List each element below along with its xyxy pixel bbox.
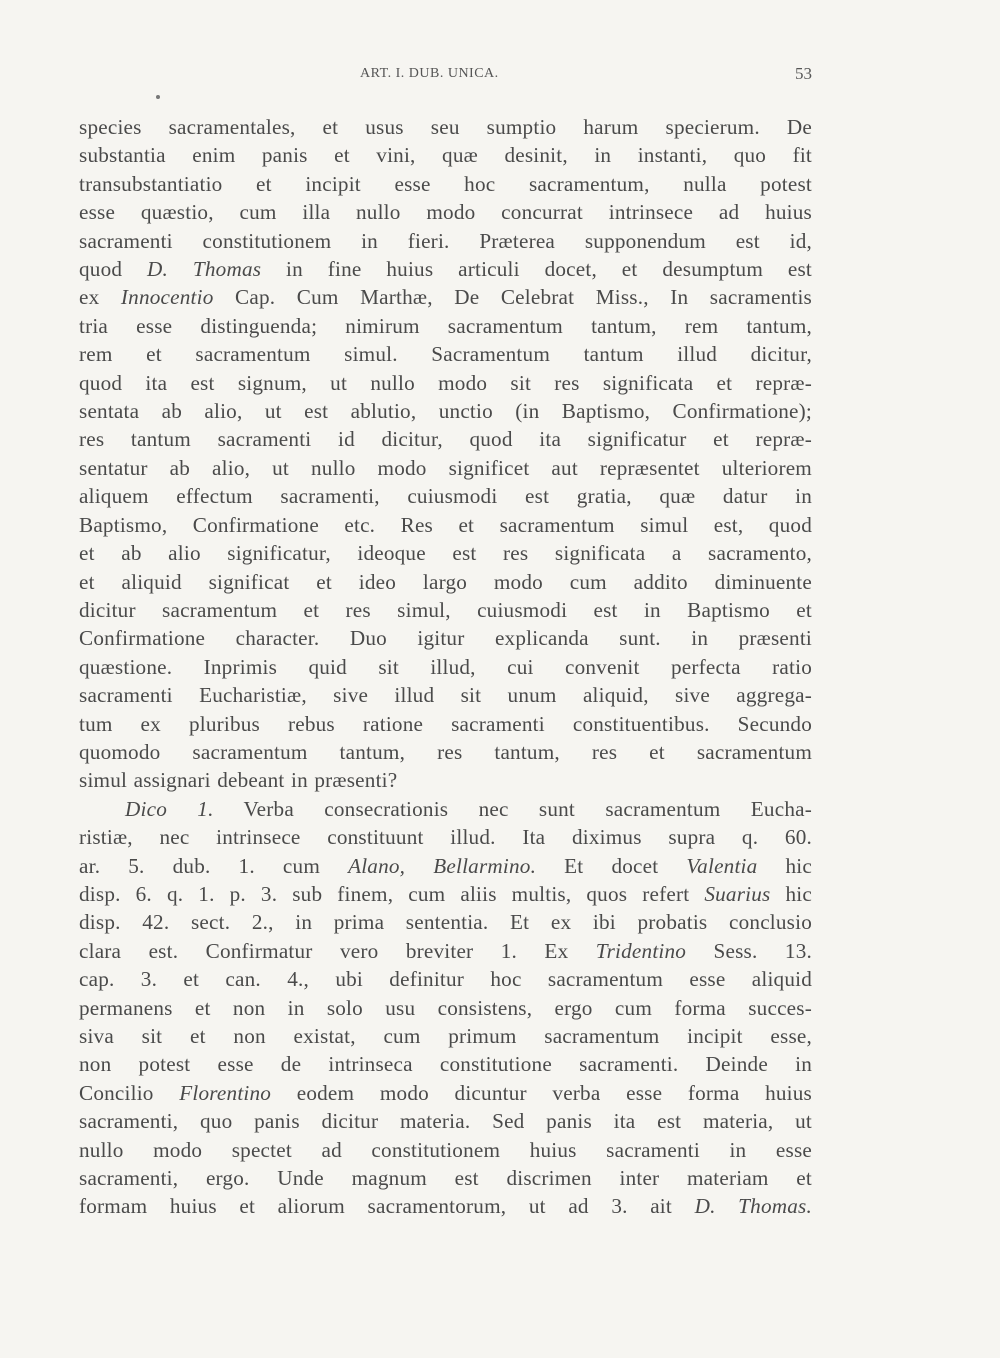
- text-segment: formam huius et aliorum sacramentorum, ut ad 3. ait: [79, 1194, 695, 1219]
- text-segment: Baptismo, Confirmatione etc. Res et sacramentum simul est, quod: [79, 512, 812, 537]
- text-line: [79, 1079, 812, 1107]
- italic-text: Suarius: [704, 881, 771, 906]
- text-line: [79, 653, 812, 681]
- print-speck: [156, 95, 160, 99]
- text-line: [79, 738, 812, 766]
- text-segment: siva sit et non existat, cum primum sacramentum incipit esse,: [79, 1024, 812, 1048]
- text-segment: quæstione. Inprimis quid sit illud, cui convenit perfecta ratio: [79, 654, 812, 679]
- italic-text: Valentia: [686, 853, 758, 878]
- text-line: [79, 397, 812, 425]
- text-segment: nullo modo spectet ad constitutionem huius sacramenti in esse: [79, 1137, 812, 1162]
- italic-text: Tridentino: [595, 938, 687, 963]
- text-segment: sentata ab alio, ut est ablutio, unctio (in Baptismo, Confirmatione);: [79, 399, 812, 424]
- text-line: [79, 425, 812, 453]
- text-segment: ar. 5. dub. 1. cum: [79, 853, 349, 878]
- text-segment: Concilio: [79, 1080, 180, 1105]
- text-line: [79, 823, 812, 851]
- text-line: [79, 312, 812, 340]
- text-line: [79, 340, 812, 368]
- text-segment: clara est. Confirmatur vero breviter 1. Ex: [79, 938, 596, 963]
- text-line: [79, 1136, 812, 1164]
- text-line: [79, 227, 812, 255]
- text-line: [79, 596, 812, 624]
- text-segment: Confirmatione character. Duo igitur explicanda sunt. in præsenti: [79, 626, 812, 651]
- italic-text: D. Thomas: [147, 257, 262, 282]
- text-segment: sacramenti Eucharistiæ, sive illud sit unum aliquid, sive aggrega-: [79, 683, 812, 708]
- text-segment: in fine huius articuli docet, et desumptum est: [261, 257, 813, 282]
- text-segment: res tantum sacramenti id dicitur, quod ita significatur et repræ-: [79, 427, 812, 452]
- text-segment: tum ex pluribus rebus ratione sacramenti constituentibus. Secundo: [79, 711, 812, 736]
- italic-text: D. Thomas.: [694, 1194, 812, 1219]
- text-segment: substantia enim panis et vini, quæ desinit, in instanti, quo fit: [79, 143, 812, 168]
- text-segment: sentatur ab alio, ut nullo modo significet aut repræsentet ulteriorem: [79, 455, 812, 480]
- text-line: [79, 880, 812, 908]
- text-segment: cap. 3. et can. 4., ubi definitur hoc sacramentum esse aliquid: [79, 967, 812, 992]
- text-segment: esse quæstio, cum illa nullo modo concurrat intrinsece ad huius: [79, 200, 812, 225]
- text-line: [79, 568, 812, 596]
- text-line: [79, 795, 812, 823]
- text-line: [79, 908, 812, 936]
- text-segment: Verba consecrationis nec sunt sacramentum Eucha-: [213, 796, 812, 821]
- text-segment: permanens et non in solo usu consistens, ergo cum forma succes-: [79, 995, 812, 1020]
- italic-text: Florentino: [179, 1080, 272, 1105]
- text-line: [79, 369, 812, 397]
- text-line: [79, 454, 812, 482]
- text-segment: simul assignari debeant in præsenti?: [79, 768, 398, 793]
- text-line: [79, 624, 812, 652]
- text-segment: quod: [79, 257, 148, 282]
- body-text: [79, 113, 812, 1221]
- text-line: [79, 1050, 812, 1078]
- text-line: [79, 283, 812, 311]
- text-segment: sacramenti constitutionem in fieri. Præterea supponendum est id,: [79, 228, 812, 253]
- text-segment: disp. 42. sect. 2., in prima sententia. Et ex ibi probatis conclusio: [79, 910, 812, 935]
- text-segment: Sess. 13.: [686, 938, 812, 963]
- text-segment: eodem modo dicuntur verba esse forma huius: [271, 1080, 812, 1105]
- text-line: [79, 255, 812, 283]
- text-line: [79, 170, 812, 198]
- text-line: [79, 852, 812, 880]
- text-line: [79, 1164, 812, 1192]
- text-line: [79, 511, 812, 539]
- text-segment: ristiæ, nec intrinsece constituunt illud. Ita diximus supra q. 60.: [79, 825, 812, 850]
- text-line: [79, 1192, 812, 1220]
- text-segment: aliquem effectum sacramenti, cuiusmodi est gratia, quæ datur in: [79, 484, 812, 509]
- text-segment: sacramenti, quo panis dicitur materia. Sed panis ita est materia, ut: [79, 1109, 812, 1134]
- text-segment: dicitur sacramentum et res simul, cuiusmodi est in Baptismo et: [79, 597, 812, 622]
- text-line: [79, 1022, 812, 1050]
- text-segment: species sacramentales, et usus seu sumptio harum specierum. De: [79, 115, 812, 139]
- text-segment: quod ita est signum, ut nullo modo sit res significata et repræ-: [79, 370, 812, 395]
- text-line: [79, 710, 812, 738]
- page-number: 53: [795, 64, 812, 83]
- text-line: [79, 482, 812, 510]
- text-segment: rem et sacramentum simul. Sacramentum tantum illud dicitur,: [79, 342, 812, 367]
- text-line: [79, 141, 812, 169]
- text-line: [79, 766, 812, 794]
- text-segment: et ab alio significatur, ideoque est res significata a sacramento,: [79, 541, 812, 566]
- running-head: ART. I. DUB. UNICA.: [360, 66, 499, 81]
- text-segment: transubstantiatio et incipit esse hoc sacramentum, nulla potest: [79, 171, 812, 196]
- text-segment: et aliquid significat et ideo largo modo cum addito diminuente: [79, 569, 812, 594]
- text-segment: disp. 6. q. 1. p. 3. sub finem, cum aliis multis, quos refert: [79, 881, 705, 906]
- text-line: [79, 681, 812, 709]
- text-line: [79, 539, 812, 567]
- text-segment: quomodo sacramentum tantum, res tantum, res et sacramentum: [79, 739, 812, 764]
- text-segment: non potest esse de intrinseca constitutione sacramenti. Deinde in: [79, 1052, 812, 1077]
- text-segment: Et docet: [536, 853, 687, 878]
- text-line: [79, 1107, 812, 1135]
- text-segment: Cap. Cum Marthæ, De Celebrat Miss., In sacramentis: [213, 285, 812, 310]
- text-line: [79, 113, 812, 141]
- text-segment: ex: [79, 285, 121, 310]
- text-line: [79, 965, 812, 993]
- italic-text: Dico 1.: [125, 796, 214, 821]
- text-segment: hic: [770, 881, 812, 906]
- italic-text: Innocentio: [120, 285, 214, 310]
- text-line: [79, 994, 812, 1022]
- text-segment: sacramenti, ergo. Unde magnum est discrimen inter materiam et: [79, 1166, 812, 1191]
- text-segment: hic: [757, 853, 812, 878]
- italic-text: Alano, Bellarmino.: [348, 853, 537, 878]
- text-line: [79, 198, 812, 226]
- text-line: [79, 937, 812, 965]
- text-segment: tria esse distinguenda; nimirum sacramentum tantum, rem tantum,: [79, 313, 812, 338]
